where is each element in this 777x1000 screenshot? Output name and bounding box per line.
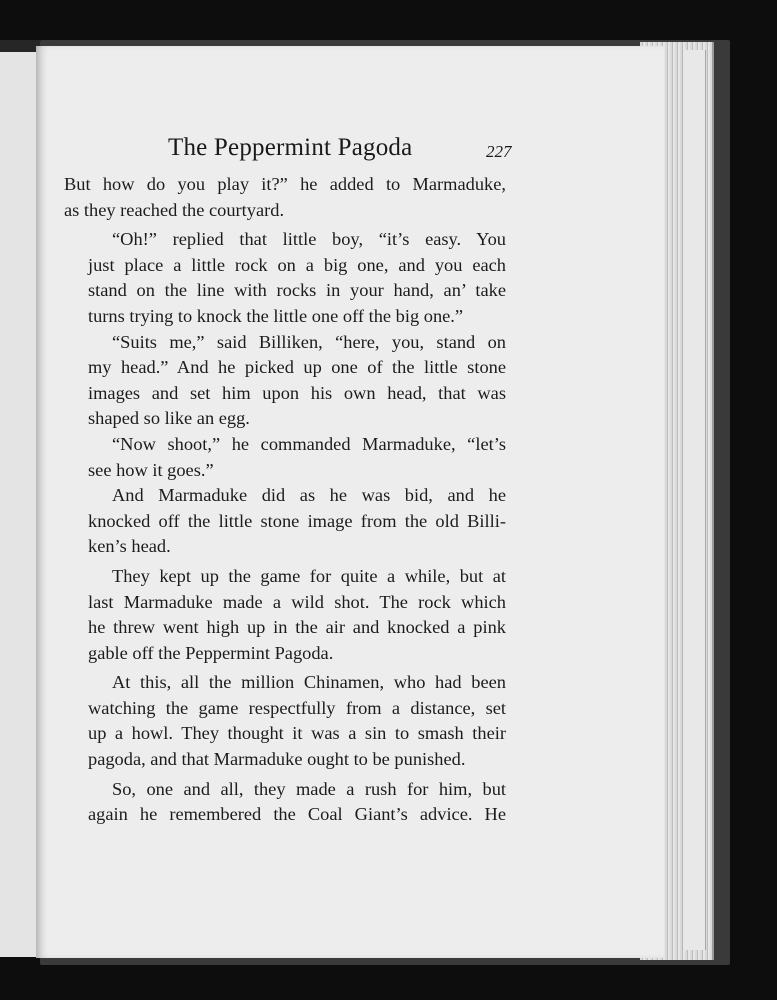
text-line: shaped so like an egg. (88, 408, 250, 429)
text-line: last Marmaduke made a wild shot. The rock which (88, 591, 506, 612)
text-line: And Marmaduke did as he was bid, and he (112, 485, 506, 506)
text-line: again he remembered the Coal Giant’s advice. He (88, 804, 506, 825)
page-header (36, 134, 664, 168)
text-line: At this, all the million Chinamen, who had been (112, 672, 506, 693)
book-page (36, 46, 664, 958)
text-line: “Suits me,” said Billiken, “here, you, stand on (112, 331, 506, 352)
paragraph (64, 227, 506, 329)
text-line: watching the game respectfully from a distance, set (88, 697, 506, 718)
text-line: So, one and all, they made a rush for him, but (112, 778, 506, 799)
paragraph (64, 172, 506, 223)
text-line: images and set him upon his own head, that was (88, 382, 506, 403)
paragraph (64, 564, 506, 666)
body-text (64, 172, 506, 828)
text-line: up a howl. They thought it was a sin to smash their (88, 723, 506, 744)
text-line: turns trying to knock the little one off the big one.” (88, 305, 464, 326)
paragraph (64, 432, 506, 483)
text-line: pagoda, and that Marmaduke ought to be punished. (88, 749, 466, 770)
page-stack-inner-edge (682, 50, 706, 950)
text-line: knocked off the little stone image from the old Billi- (88, 510, 506, 531)
text-line: They kept up the game for quite a while, but at (112, 565, 506, 586)
text-line: “Oh!” replied that little boy, “it’s easy. You (112, 229, 506, 250)
left-page-sliver (0, 52, 38, 957)
text-line: as they reached the courtyard. (64, 199, 285, 220)
paragraph (64, 777, 506, 828)
paragraph (64, 330, 506, 432)
text-line: ken’s head. (88, 536, 171, 557)
paragraph (64, 483, 506, 560)
paragraph (64, 670, 506, 772)
text-line: stand on the line with rocks in your hand, an’ take (88, 280, 506, 301)
running-title: The Peppermint Pagoda (168, 134, 413, 161)
text-line: see how it goes.” (88, 459, 214, 480)
page-number: 227 (486, 142, 512, 161)
text-line: my head.” And he picked up one of the little stone (88, 357, 506, 378)
text-line: just place a little rock on a big one, and you each (88, 254, 506, 275)
text-line: gable off the Peppermint Pagoda. (88, 642, 334, 663)
text-line: “Now shoot,” he commanded Marmaduke, “let’s (112, 433, 506, 454)
text-line: he threw went high up in the air and knocked a pink (88, 617, 506, 638)
text-line: But how do you play it?” he added to Marmaduke, (64, 174, 506, 194)
